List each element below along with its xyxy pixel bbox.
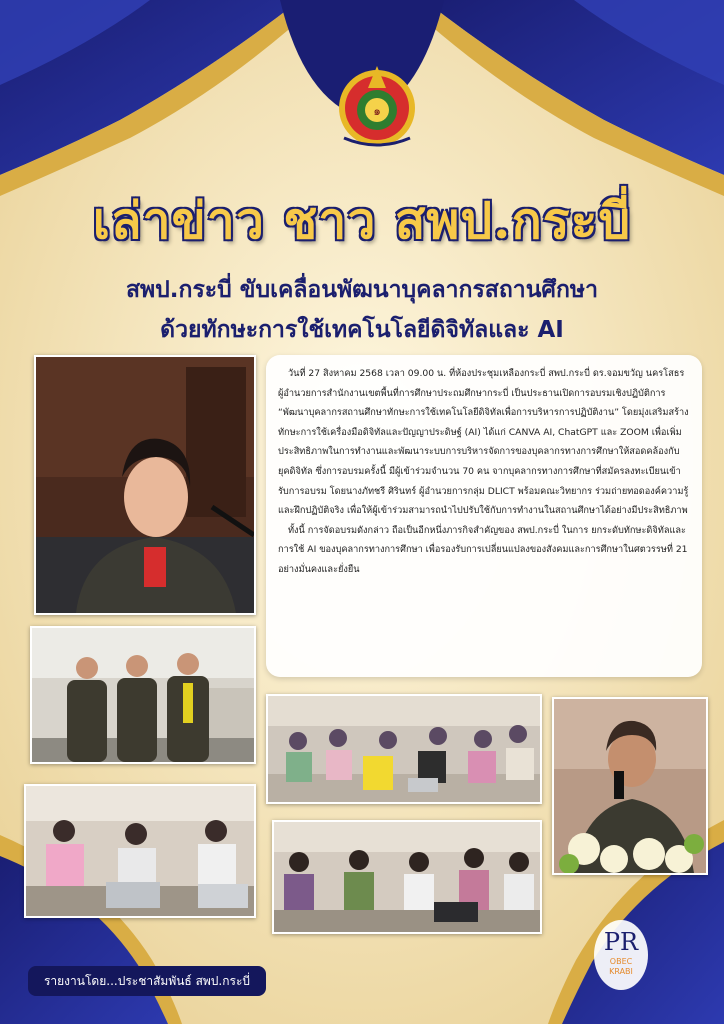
obec-seal-logo: [330, 58, 424, 152]
photo-speaker-with-microphone: [552, 697, 708, 875]
article-paragraph-1: วันที่ 27 สิงหาคม 2568 เวลา 09.00 น. ที่ห้องประชุมเหลืองกระบี่ สพป.กระบี่ ดร.จอมขวัญ นครโสธร ผู้อำนวยการสำนักงานเขตพื้นที่การศึกษาประถมศึกษากระบี่ เป็นประธานเปิดการอบรมเชิงปฏิบัติการ “พัฒนาบุคลากรสถานศึกษาทักษะการใช้เทคโนโลยีดิจิทัลเพื่อการบริหารการปฏิบัติงาน” โดยมุ่งเสริมสร้างทักษะการใช้เครื่องมือดิจิทัลและปัญญาประดิษฐ์ (AI) ได้แก่ CANVA AI, ChatGPT และ ZOOM เพื่อเพิ่มประสิทธิภาพในการทำงานและพัฒนาระบบการบริหารจัดการของบุคลากรทางการศึกษาให้สอดคล้องกับยุคดิจิทัล ซึ่งการอบรมครั้งนี้ มีผู้เข้าร่วมจำนวน 70 คน จากบุคลากรทางการศึกษาที่สมัครลงทะเบียนเข้ารับการอบรม โดยนางภัทชรี ศิรินทร์ ผู้อำนวยการกลุ่ม DLICT พร้อมคณะวิทยากร ร่วมถ่ายทอดองค์ความรู้และฝึกปฏิบัติจริง เพื่อให้ผู้เข้าร่วมสามารถนำไปปรับใช้กับการทำงานในสถานศึกษาได้อย่างมีประสิทธิภาพ: [278, 368, 689, 517]
news-headline-line2: ด้วยทักษะการใช้เทคโนโลยีดิจิทัลและ AI: [160, 317, 564, 343]
photo-participants-laptops-left: [24, 784, 256, 918]
pr-obec-krabi-badge: [592, 918, 650, 992]
photo-director-speaking: [34, 355, 256, 615]
photo-participants-laptops-center: [272, 820, 542, 934]
photo-group-three-men: [30, 626, 256, 764]
news-headline-line1: สพป.กระบี่ ขับเคลื่อนพัฒนาบุคลากรสถานศึกษา: [125, 277, 599, 303]
report-credit: รายงานโดย...ประชาสัมพันธ์ สพป.กระบี่: [28, 966, 266, 996]
page-title: เล่าข่าว ชาว สพป.กระบี่: [92, 191, 632, 250]
article-paragraph-2: ทั้งนี้ การจัดอบรมดังกล่าว ถือเป็นอีกหนึ่งภารกิจสำคัญของ สพป.กระบี่ ในการ ยกระดับทักษะดิจิทัลและการใช้ AI ของบุคลากรทางการศึกษา เพื่อรองรับการเปลี่ยนแปลงของสังคมและการศึกษาในศตวรรษที่ 21 อย่างมั่นคงและยั่งยืน: [278, 524, 688, 575]
badge-krabi-text: KRABI: [609, 967, 633, 976]
badge-pr-text: PR: [603, 928, 639, 956]
news-article-card: [266, 355, 702, 677]
badge-obec-text: OBEC: [609, 957, 633, 966]
photo-participants-room: [266, 694, 542, 804]
svg-text:๑: ๑: [373, 104, 381, 118]
